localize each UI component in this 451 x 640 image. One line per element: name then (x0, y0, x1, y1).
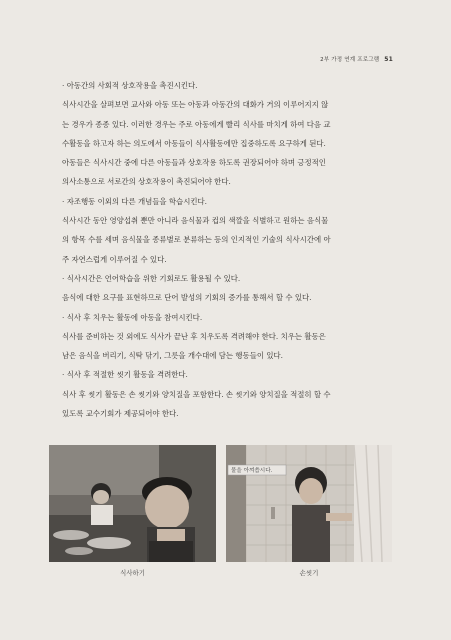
bullet-heading: · 아동간의 사회적 상호작용을 촉진시킨다. (62, 76, 400, 95)
body-line: 식사를 준비하는 것 외에도 식사가 끝난 후 치우도록 격려해야 한다. 치우는 활동은 (62, 331, 326, 341)
bullet-heading: · 식사시간은 언어학습을 위한 기회로도 활용될 수 있다. (62, 269, 400, 288)
body-line: 식사 후 씻기 활동은 손 씻기와 양치질을 포함한다. 손 씻기와 양치질을 적절히 할 수 (62, 389, 331, 399)
bullet-heading: · 식사 후 치우는 활동에 아동을 참여시킨다. (62, 308, 400, 327)
header-title: 2부 가정 연계 프로그램 (320, 57, 380, 63)
body-line: 는 경우가 종종 있다. 이러한 경우는 주로 아동에게 빨리 식사를 마치게 하여 다음 교 (62, 119, 331, 129)
bullet-heading: · 식사 후 적절한 씻기 활동을 격려한다. (62, 365, 400, 384)
body-line: 의 항목 수를 세며 음식물을 종류별로 분류하는 등의 인지적인 기술의 식사시간에 아 (62, 235, 331, 245)
body-line: 남은 음식을 버리기, 식탁 닦기, 그릇을 개수대에 담는 행동들이 있다. (62, 351, 283, 361)
bullet-heading: · 자조행동 이외의 다른 개념들을 학습시킨다. (62, 192, 400, 211)
sign-text: 물을 아껴씁시다. (231, 468, 273, 474)
running-header (320, 55, 393, 63)
body-line: 의사소통으로 서로간의 상호작용이 촉진되어야 한다. (62, 177, 231, 187)
body-line: 아동들은 식사시간 중에 다른 아동들과 상호작용 하도록 권장되어야 하며 긍정적인 (62, 158, 326, 168)
body-line: 수활동을 하고자 하는 의도에서 아동들이 식사활동에만 집중하도록 요구하게 된다. (62, 138, 326, 148)
body-line: 있도록 교수기회가 제공되어야 한다. (62, 409, 179, 419)
photo-caption: 손씻기 (299, 569, 319, 577)
body-text (62, 76, 400, 423)
body-line: 식사시간을 살펴보면 교사와 아동 또는 아동과 아동간의 대화가 거의 이루어지지 않 (62, 100, 329, 110)
photo-handwashing (226, 445, 392, 562)
photo-caption: 식사하기 (119, 569, 146, 577)
body-line: 음식에 대한 요구를 표현하므로 단어 발성의 기회의 증가를 통해서 할 수 있다. (62, 293, 312, 303)
body-line: 식사시간 동안 영양섭취 뿐만 아니라 음식물과 컵의 색깔을 식별하고 원하는 음식물 (62, 216, 329, 226)
body-line: 주 자연스럽게 이루어질 수 있다. (62, 254, 167, 264)
page-number: 51 (384, 56, 393, 63)
photo-eating (49, 445, 216, 562)
